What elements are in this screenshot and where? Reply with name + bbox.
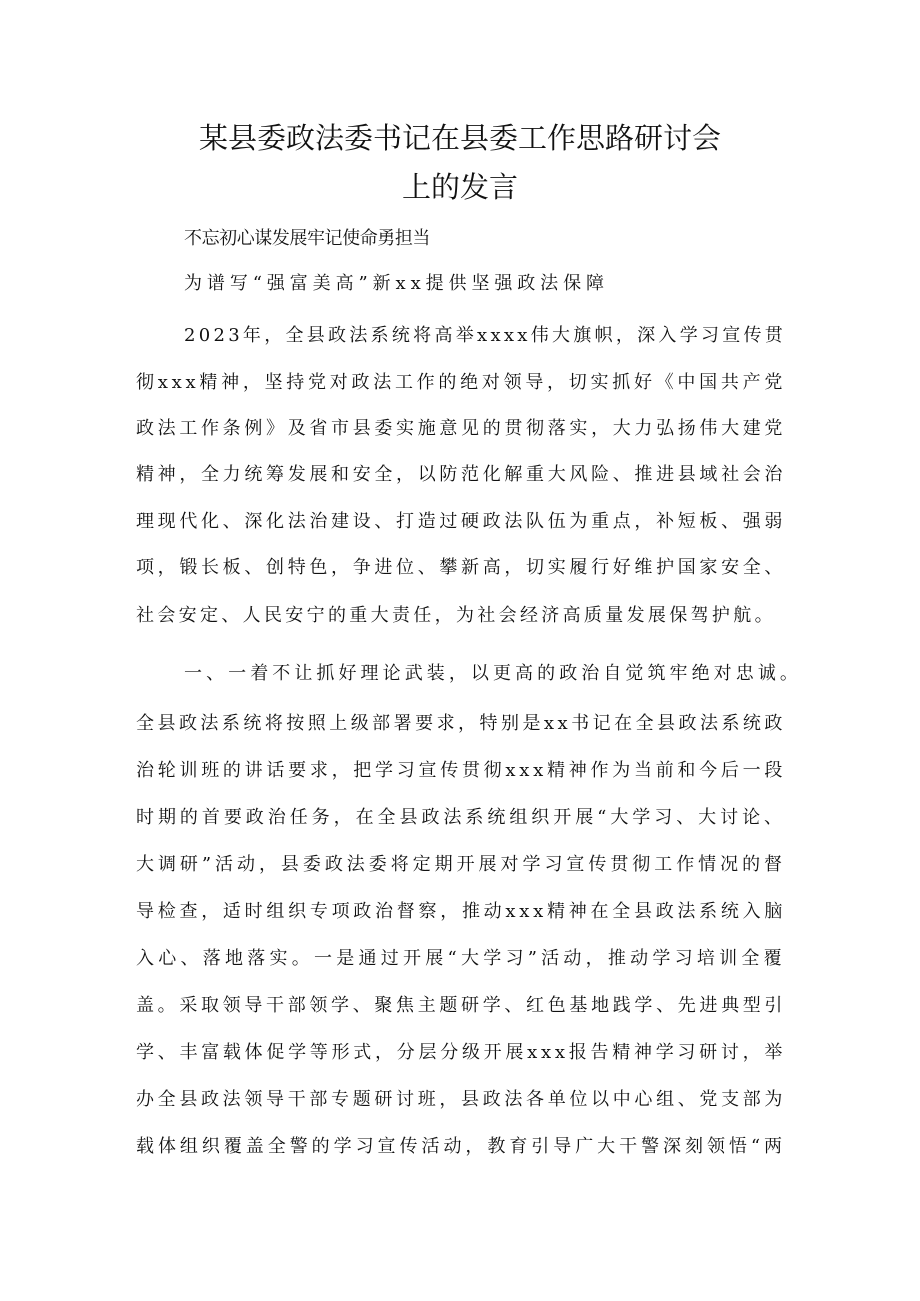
paragraph-1-line-text: 社会安定、人民安宁的重大责任，为社会经济高质量发展保驾护航。: [136, 605, 776, 626]
paragraph-1-line-text: 政法工作条例》及省市县委实施意见的贯彻落实，大力弘扬伟大建党: [136, 418, 787, 439]
document-title-line-2: 上的发言: [401, 170, 518, 204]
paragraph-2-line-text: 盖。采取领导干部领学、聚焦主题研学、红色基地践学、先进典型引: [136, 995, 787, 1016]
subtitle-line-2-text: 为谱写“强富美高”新xx提供坚强政法保障: [184, 273, 609, 294]
paragraph-1-line-text: 理现代化、深化法治建设、打造过硬政法队伍为重点，补短板、强弱: [136, 511, 787, 532]
paragraph-1-line-text: 彻xxx精神，坚持党对政法工作的绝对领导，切实抓好《中国共产党: [136, 372, 787, 393]
paragraph-1-line-text: 2023年，全县政法系统将高举xxxx伟大旗帜，深入学习宣传贯: [184, 325, 787, 346]
document-title-line-1: 某县委政法委书记在县委工作思路研讨会: [198, 121, 721, 155]
subtitle-line-1-text: 不忘初心谋发展牢记使命勇担当: [184, 228, 430, 249]
paragraph-2-line-text: 一、一着不让抓好理论武装，以更高的政治自觉筑牢绝对忠诚。: [184, 663, 802, 684]
paragraph-1-line-text: 项，锻长板、创特色，争进位、攀新高，切实履行好维护国家安全、: [136, 557, 787, 578]
paragraph-2-line-text: 治轮训班的讲话要求，把学习宣传贯彻xxx精神作为当前和今后一段: [136, 760, 787, 781]
paragraph-2-line-text: 导检查，适时组织专项政治督察，推动xxx精神在全县政法系统入脑: [136, 901, 787, 922]
paragraph-2-line-text: 学、丰富载体促学等形式，分层分级开展xxx报告精神学习研讨，举: [136, 1042, 787, 1063]
paragraph-2-line-text: 入心、落地落实。一是通过开展“大学习”活动，推动学习培训全覆: [136, 948, 786, 969]
paragraph-2-line-text: 时期的首要政治任务，在全县政法系统组织开展“大学习、大讨论、: [136, 807, 786, 828]
paragraph-1-line-text: 精神，全力统筹发展和安全，以防范化解重大风险、推进县域社会治: [136, 464, 787, 485]
paragraph-2-line-text: 全县政法系统将按照上级部署要求，特别是xx书记在全县政法系统政: [136, 713, 786, 734]
paragraph-2-line-text: 办全县政法领导干部专题研讨班，县政法各单位以中心组、党支部为: [136, 1089, 787, 1110]
paragraph-2-line-text: 大调研”活动，县委政法委将定期开展对学习宣传贯彻工作情况的督: [136, 854, 786, 875]
paragraph-2-line-text: 载体组织覆盖全警的学习宣传活动，教育引导广大干警深刻领悟“两: [136, 1136, 786, 1157]
